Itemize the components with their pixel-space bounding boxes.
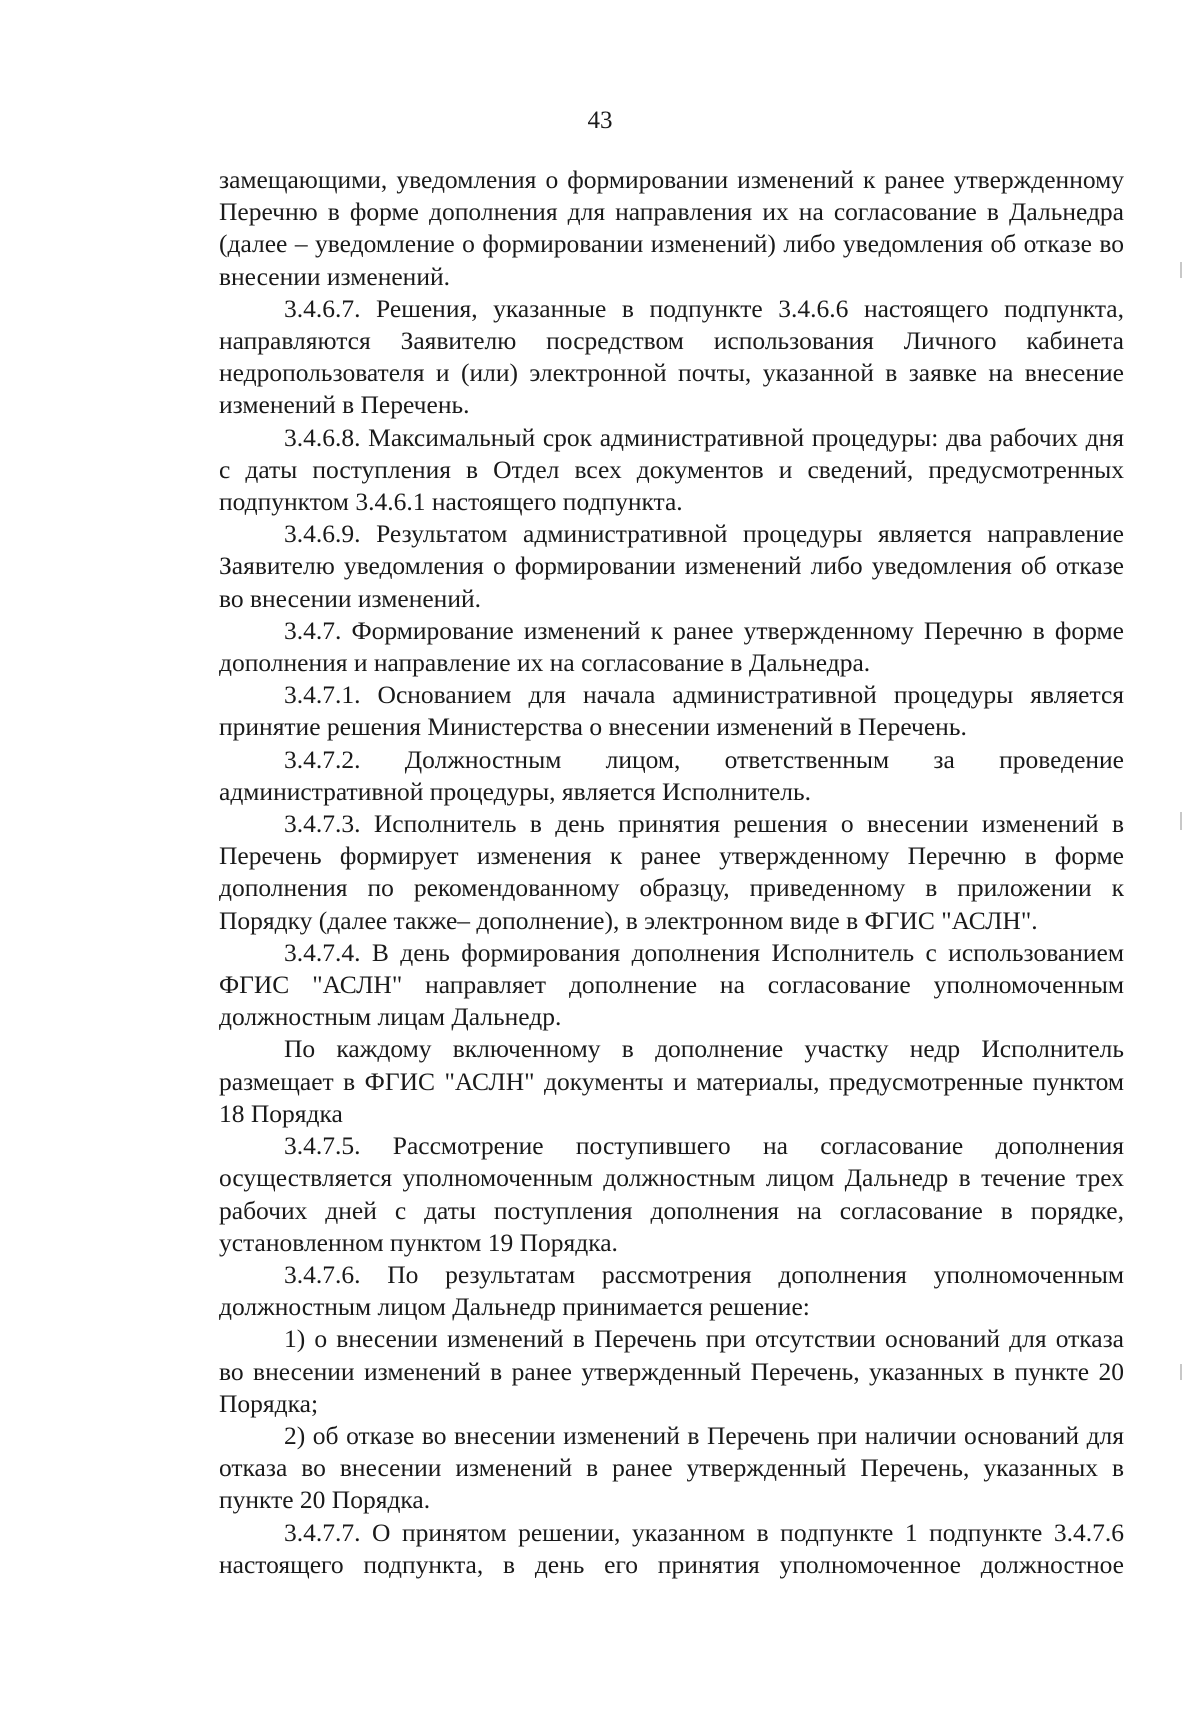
paragraph: 1) о внесении изменений в Перечень при отсутствии оснований для отказа во внесении изменений в ранее утвержденный Перечень, указанных в пункте 20 Порядка;	[219, 1324, 1124, 1418]
paragraph: 3.4.6.9. Результатом административной процедуры является направление Заявителю уведомления о формировании изменений либо уведомления об отказе во внесении изменений.	[219, 519, 1124, 613]
paragraph: замещающими, уведомления о формировании изменений к ранее утвержденному Перечню в форме дополнения для направления их на согласование в Дальнедра (далее – уведомление о формировании изменений) либо уведомления об отказе во внесении изменений.	[219, 165, 1124, 291]
paragraph: 2) об отказе во внесении изменений в Перечень при наличии оснований для отказа во внесении изменений в ранее утвержденный Перечень, указанных в пункте 20 Порядка.	[219, 1420, 1124, 1515]
paragraph: 3.4.7.7. О принятом решении, указанном в подпункте 1 подпункте 3.4.7.6 настоящего подпункта, в день его принятия уполномоченное должностное	[219, 1517, 1124, 1579]
paragraph: 3.4.7.1. Основанием для начала административной процедуры является принятие решения Министерства о внесении изменений в Перечень.	[219, 680, 1124, 742]
paragraph: По каждому включенному в дополнение участку недр Исполнитель размещает в ФГИС "АСЛН" документы и материалы, предусмотренные пунктом 18 Порядка	[219, 1034, 1124, 1128]
paragraph: 3.4.7.2. Должностным лицом, ответственным за проведение административной процедуры, является Исполнитель.	[219, 744, 1124, 806]
page-number: 43	[587, 107, 613, 134]
scan-edge-mark	[1180, 262, 1182, 278]
paragraph: 3.4.7.6. По результатам рассмотрения дополнения уполномоченным должностным лицом Дальнедр принимается решение:	[219, 1259, 1124, 1322]
paragraph: 3.4.6.7. Решения, указанные в подпункте 3.4.6.6 настоящего подпункта, направляются Заявителю посредством использования Личного кабинета недропользователя и (или) электронной почты, указанной в заявке на внесение изменений в Перечень.	[219, 293, 1124, 420]
paragraph: 3.4.7. Формирование изменений к ранее утвержденному Перечню в форме дополнения и направление их на согласование в Дальнедра.	[219, 615, 1124, 678]
document-body	[219, 164, 1124, 1581]
paragraph: 3.4.7.5. Рассмотрение поступившего на согласование дополнения осуществляется уполномоченным должностным лицом Дальнедр в течение трех рабочих дней с даты поступления дополнения на согласование в порядке, установленном пунктом 19 Порядка.	[219, 1131, 1124, 1257]
scan-edge-mark	[1180, 1364, 1182, 1380]
scan-edge-mark	[1180, 812, 1182, 830]
paragraph: 3.4.6.8. Максимальный срок административной процедуры: два рабочих дня с даты поступления в Отдел всех документов и сведений, предусмотренных подпунктом 3.4.6.1 настоящего подпункта.	[219, 422, 1124, 517]
paragraph: 3.4.7.4. В день формирования дополнения Исполнитель с использованием ФГИС "АСЛН" направляет дополнение на согласование уполномоченным должностным лицам Дальнедр.	[219, 937, 1124, 1032]
paragraph: 3.4.7.3. Исполнитель в день принятия решения о внесении изменений в Перечень формирует изменения к ранее утвержденному Перечню в форме дополнения по рекомендованному образцу, приведенному в приложении к Порядку (далее также– дополнение), в электронном виде в ФГИС "АСЛН".	[219, 809, 1124, 935]
